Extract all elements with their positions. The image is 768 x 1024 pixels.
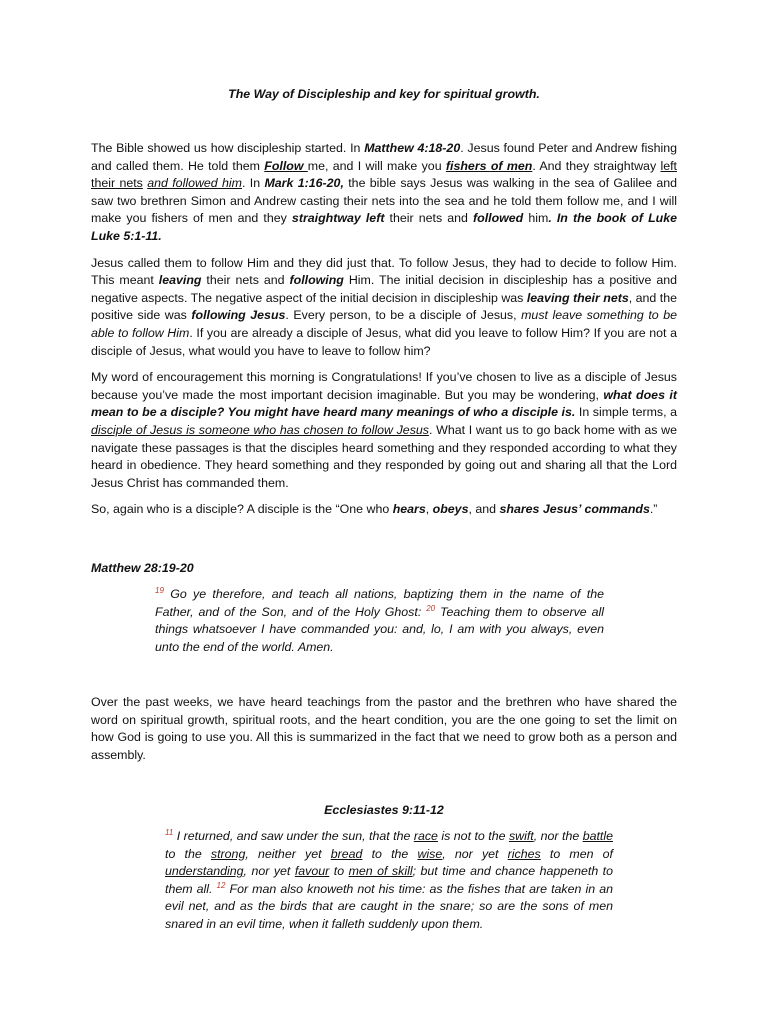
scripture-reference: Mark 1:16-20, <box>264 176 344 191</box>
matthew-heading: Matthew 28:19-20 <box>91 561 194 575</box>
emphasis: battle <box>582 829 613 843</box>
verse-number: 20 <box>426 603 436 613</box>
verse-text: , nor the <box>533 829 583 843</box>
text: . And they straightway <box>532 158 661 173</box>
text: me, and I will make you <box>307 158 446 173</box>
text: .” <box>649 502 658 517</box>
text: the bible says Jesus was walking in the sea of Galilee and saw two brethren Simon and Andrew casting their nets into the sea and he told them follow me, and I will make you fishers of men and they <box>91 176 677 226</box>
text: The Bible showed us how discipleship started. In <box>91 141 365 155</box>
scripture-reference: Matthew 4:18-20 <box>364 141 461 155</box>
emphasis: left their nets <box>91 158 677 191</box>
emphasis: men of skill <box>348 864 413 879</box>
text: . Jesus found Peter and Andrew fishing and called them. He told them <box>91 141 677 173</box>
emphasis: and followed him <box>147 176 242 191</box>
verse-text: ; but time and chance happeneth to them all. <box>165 864 614 896</box>
emphasis: race <box>413 829 438 843</box>
emphasis: what does it mean to be a disciple? You might have heard many meanings of who a disciple is. <box>91 387 677 420</box>
paragraph-follow <box>91 255 677 361</box>
text: , and the positive side was <box>91 290 677 323</box>
text: , <box>425 502 433 517</box>
emphasis: favour <box>294 864 330 879</box>
verse-text: , nor yet <box>442 846 508 861</box>
matthew-passage <box>155 586 604 656</box>
text: their nets and <box>201 273 290 288</box>
emphasis: followed <box>473 211 524 226</box>
verse-text: to the <box>362 846 418 861</box>
emphasis: obeys <box>432 502 469 517</box>
paragraph-encouragement <box>91 369 677 492</box>
emphasis: following Jesus <box>191 308 286 323</box>
verse-text: Go ye therefore, and teach all nations, baptizing them in the name of the Father, and of the Son, and of the Holy Ghost: <box>155 587 604 619</box>
emphasis: leaving <box>158 273 202 288</box>
verse-text: I returned, and saw under the sun, that the <box>173 829 414 843</box>
emphasis: understanding <box>165 864 244 879</box>
verse-number: 19 <box>155 585 164 595</box>
emphasis: disciple of Jesus is someone who has chosen to follow Jesus <box>91 422 429 437</box>
text: . If you are already a disciple of Jesus, what did you leave to follow Him? If you are not a disciple of Jesus, what would you have to leave to follow him? <box>91 325 677 358</box>
page-title: The Way of Discipleship and key for spiritual growth. <box>228 87 540 101</box>
text: Jesus called them to follow Him and they did just that. To follow Jesus, they had to decide to follow Him. This meant <box>91 255 677 288</box>
verse-text: Teaching them to observe all things whatsoever I have commanded you: and, lo, I am with you always, even unto the end of the world. Amen. <box>155 604 604 654</box>
verse-text: is not to the <box>437 829 509 843</box>
main-body <box>91 140 677 528</box>
ecclesiastes-heading: Ecclesiastes 9:11-12 <box>324 803 444 817</box>
emphasis: leaving their nets <box>526 290 629 305</box>
emphasis: swift <box>508 829 534 843</box>
emphasis: hears <box>392 502 426 517</box>
verse-text: to men of <box>540 846 613 861</box>
emphasis: bread <box>330 846 363 861</box>
text: their nets and <box>384 211 473 226</box>
emphasis: riches <box>507 846 541 861</box>
emphasis: shares Jesus’ commands <box>499 502 650 517</box>
text: . In <box>242 176 265 191</box>
emphasis: must leave something to be able to follow Him <box>91 308 677 340</box>
emphasis: strong <box>210 846 246 861</box>
text: Him. The initial decision in discipleship has a positive and negative aspects. The negative aspect of the initial decision in discipleship was <box>91 273 677 305</box>
text: . What I want us to go back home with as we navigate these passages is that the disciples heard something and they responded according to what they heard in obedience. They heard something and they responded by going out and sharing all that the Lord Jesus Christ has commanded them. <box>91 422 677 490</box>
text: So, again who is a disciple? A disciple is the “One who <box>91 502 393 517</box>
text: . Every person, to be a disciple of Jesus, <box>285 308 522 323</box>
verse-text: to the <box>165 846 211 861</box>
text: My word of encouragement this morning is Congratulations! If you’ve chosen to live as a disciple of Jesus because you’ve made the most important decision imaginable. But you may be wondering, <box>91 370 677 402</box>
verse-number: 11 <box>165 827 174 837</box>
ecclesiastes-passage <box>165 828 613 934</box>
emphasis: wise <box>417 846 443 861</box>
emphasis: following <box>289 273 344 288</box>
emphasis: straightway left <box>291 211 385 226</box>
paragraph-growth: Over the past weeks, we have heard teachings from the pastor and the brethren who have shared the word on spiritual growth, spiritual roots, and the heart condition, you are the one going to set the limit on how God is going to use you. All this is summarized in the fact that we need to grow both as a person and assembly. <box>91 695 677 762</box>
scripture-reference: . In the book of Luke Luke 5:1-11. <box>91 211 677 243</box>
verse-text: to <box>329 864 349 879</box>
verse-text: , neither yet <box>245 846 331 861</box>
verse-number: 12 <box>216 880 226 890</box>
verse-text: , nor yet <box>243 864 295 879</box>
paragraph-definition <box>91 501 677 519</box>
growth-paragraph <box>91 694 677 773</box>
verse-text: For man also knoweth not his time: as the fishes that are taken in an evil net, and as the birds that are caught in the snare; so are the sons of men snared in an evil time, when it falleth suddenly upon them. <box>165 881 613 931</box>
emphasis: Follow <box>264 158 308 173</box>
text: , and <box>468 502 500 517</box>
text: him <box>523 211 549 226</box>
text: In simple terms, a <box>575 405 678 420</box>
paragraph-calling <box>91 140 677 246</box>
emphasis: fishers of men <box>445 158 533 173</box>
